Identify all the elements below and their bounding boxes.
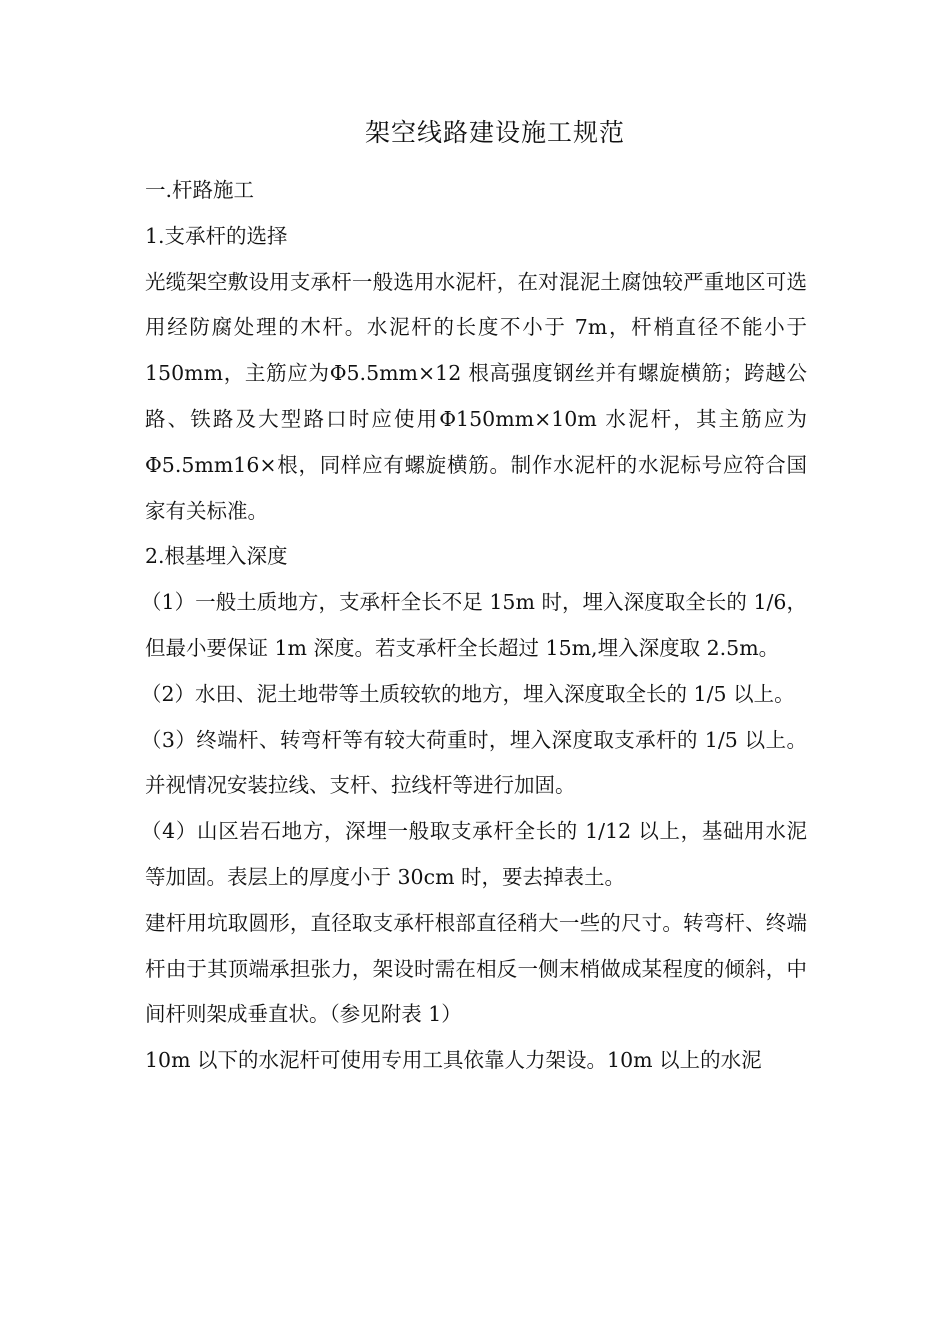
section-heading: 一.杆路施工	[145, 178, 255, 202]
subsection-heading: 1.支承杆的选择	[145, 223, 288, 248]
subsection-heading: 2.根基埋入深度	[145, 544, 288, 569]
body-paragraph: 光缆架空敷设用支承杆一般选用水泥杆，在对混泥土腐蚀较严重地区可选用经防腐处理的木杆。水泥杆的长度不小于 7m，杆梢直径不能小于 150mm，主筋应为Φ5.5mm×12 根高强度钢丝并有螺旋横筋；跨越公路、铁路及大型路口时应使用Φ150mm×10m 水泥杆，其主筋应为Φ5.5mm16×根，同样应有螺旋横筋。制作水泥杆的水泥标号应符合国家有关标准。	[145, 269, 807, 523]
body-paragraph: 10m 以下的水泥杆可使用专用工具依靠人力架设。10m 以上的水泥	[145, 1048, 762, 1073]
body-paragraph: 建杆用坑取圆形，直径取支承杆根部直径稍大一些的尺寸。转弯杆、终端杆由于其顶端承担张力，架设时需在相反一侧末梢做成某程度的倾斜，中间杆则架成垂直状。（参见附表 1）	[145, 910, 807, 1027]
document-body	[141, 168, 807, 1084]
page-title: 架空线路建设施工规范	[364, 118, 625, 147]
list-item: （3）终端杆、转弯杆等有较大荷重时，埋入深度取支承杆的 1/5 以上。并视情况安装拉线、支杆、拉线杆等进行加固。	[141, 727, 807, 798]
list-item: （2）水田、泥土地带等土质较软的地方，埋入深度取全长的 1/5 以上。	[141, 681, 795, 706]
list-item: （4）山区岩石地方，深埋一般取支承杆全长的 1/12 以上，基础用水泥等加固。表层上的厚度小于 30cm 时，要去掉表土。	[141, 819, 807, 889]
list-item: （1）一般土质地方，支承杆全长不足 15m 时，埋入深度取全长的 1/6，但最小要保证 1m 深度。若支承杆全长超过 15m,埋入深度取 2.5m。	[141, 590, 807, 660]
